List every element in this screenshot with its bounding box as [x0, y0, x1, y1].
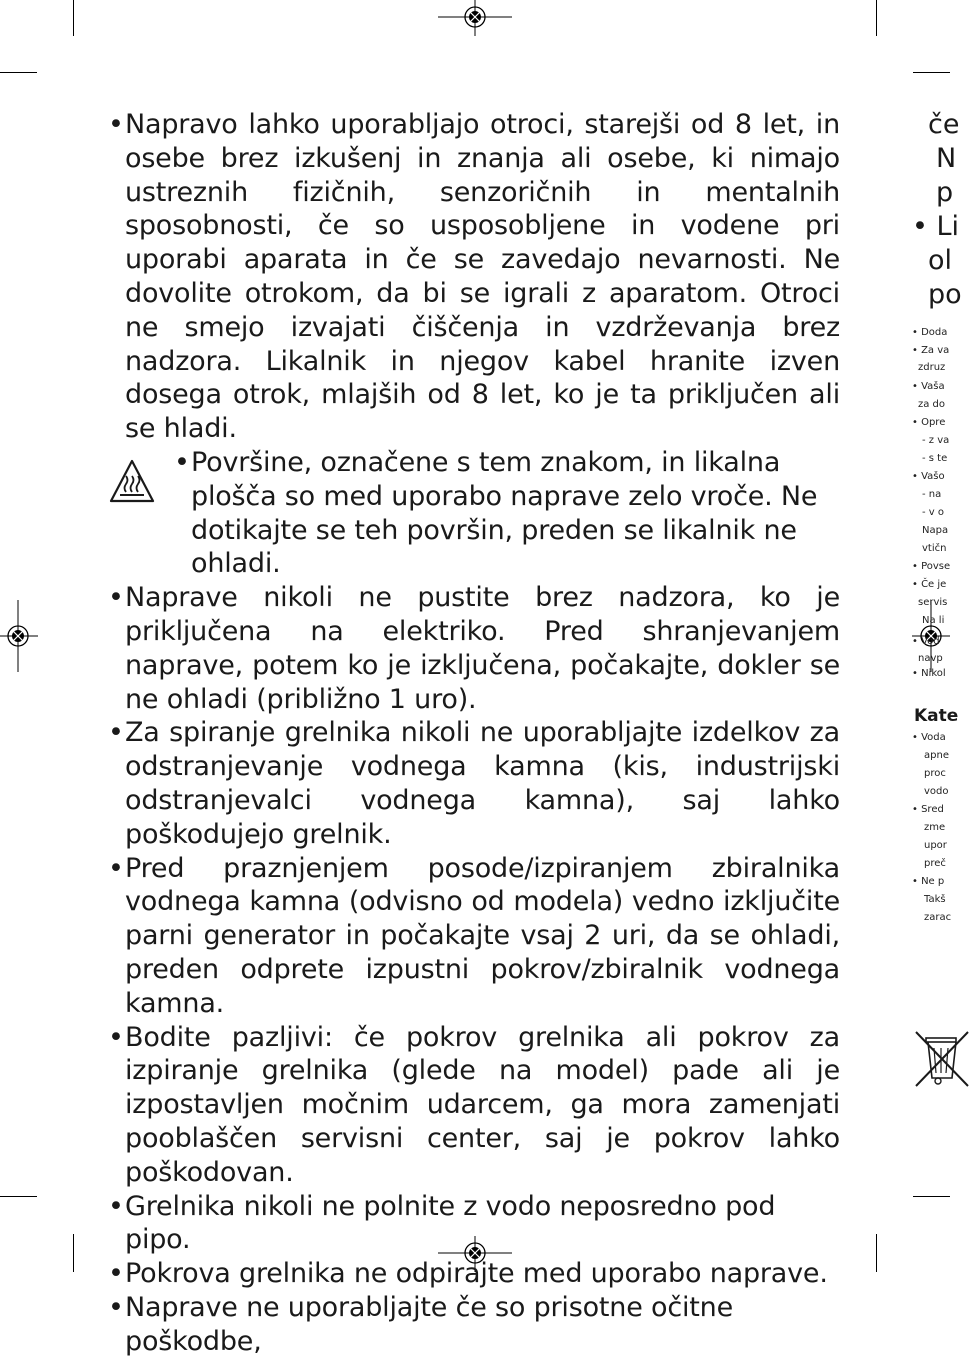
- fragment-small-line: vodo: [924, 786, 949, 797]
- list-item: [108, 852, 840, 1021]
- list-item-text: Naprave nikoli ne pustite brez nadzora, ko je priključena na elektriko. Pred shranjevanjem naprave, potem ko je izključena, počakajte, dokler se ne ohladi (približno 1 uro).: [125, 582, 840, 715]
- fragment-small-line: • Ne p: [912, 876, 945, 887]
- list-item-text: Pokrova grelnika ne odpirajte med uporabo naprave.: [125, 1258, 828, 1290]
- section-heading: Kate: [914, 706, 959, 726]
- fragment-small-line: • Voda: [912, 732, 946, 743]
- hot-surface-warning: [108, 446, 840, 581]
- bullet: •: [108, 852, 124, 884]
- bullet: •: [108, 1190, 124, 1222]
- fragment-small-line: • Vod: [912, 636, 940, 647]
- fragment-small-line: - s te: [922, 453, 948, 464]
- fragment-small-line: • Vaša: [912, 381, 945, 392]
- bullet: •: [174, 446, 190, 478]
- list-item-text: Bodite pazljivi: če pokrov grelnika ali pokrov za izpiranje grelnika (glede na model) pade ali je izpostavljen močnim udarcem, ga mora zamenjati pooblaščen servisni center, saj je pokrov lahko poškodovan.: [125, 1021, 840, 1188]
- registration-mark-icon: [0, 600, 38, 672]
- list-item-text: Naprave ne uporabljajte če so prisotne očitne poškodbe,: [125, 1291, 733, 1357]
- adjacent-page-fragment: [908, 0, 962, 1272]
- fragment-small-line: • Vašo: [912, 471, 945, 482]
- crop-mark: [876, 0, 877, 36]
- crop-mark: [0, 72, 37, 73]
- list-item: [108, 716, 840, 851]
- fragment-small-line: • Če je: [912, 579, 947, 590]
- fragment-line: • Li: [912, 211, 960, 242]
- bullet: •: [108, 582, 124, 614]
- crop-mark: [73, 1234, 74, 1272]
- fragment-line: p: [936, 177, 954, 208]
- fragment-small-line: • Povse: [912, 561, 951, 572]
- fragment-small-line: upor: [924, 840, 947, 851]
- fragment-small-line: navp: [918, 653, 943, 664]
- bullet: •: [108, 109, 124, 140]
- list-item-text: Pred praznjenjem posode/izpiranjem zbiralnika vodnega kamna (odvisno od modela) vedno izključite parni generator in počakajte vsaj 2 uri, da se ohladi, preden odprete izpustni pokrov/zbiralnik vodnega kamna.: [125, 852, 840, 1019]
- list-item: [108, 1291, 840, 1358]
- bullet: •: [108, 1291, 124, 1323]
- fragment-small-line: zme: [924, 822, 946, 833]
- fragment-small-line: vtičn: [922, 543, 947, 554]
- fragment-small-line: zdruz: [918, 362, 946, 373]
- fragment-small-line: • Opre: [912, 417, 946, 428]
- list-item-text: Za spiranje grelnika nikoli ne uporabljajte izdelkov za odstranjevanje vodnega kamna (kis, industrijski odstranjevalci vodnega kamna), saj lahko poškodujejo grelnik.: [125, 717, 840, 850]
- list-item-text: Napravo lahko uporabljajo otroci, starejši od 8 let, in osebe brez izkušenj in znanja ali osebe, ki nimajo ustreznih fizičnih, senzoričnih in mentalnih sposobnosti, če so usposobljene in vodene pri uporabi aparata in če se zavedajo nevarnosti. Ne dovolite otrokom, da bi se igrali z aparatom. Otroci ne smejo izvajati čiščenja in vzdrževanja brez nadzora. Likalnik in njegov kabel hranite izven dosega otrok, mlajših od 8 let, ko je ta priključen ali se hladi.: [125, 109, 840, 445]
- list-item: [108, 108, 840, 446]
- fragment-small-line: • Doda: [912, 327, 948, 338]
- safety-instructions-column: [108, 108, 840, 1358]
- fragment-small-line: proc: [924, 768, 946, 779]
- fragment-small-line: apne: [924, 750, 949, 761]
- registration-mark-icon: [438, 0, 512, 36]
- fragment-small-line: servis: [918, 597, 948, 608]
- fragment-line: če: [928, 109, 960, 140]
- list-item: [108, 581, 840, 716]
- hot-surface-warning-icon: [108, 458, 156, 506]
- list-item-text: Grelnika nikoli ne polnite z vodo neposredno pod pipo.: [125, 1190, 776, 1256]
- fragment-small-line: Takš: [924, 894, 946, 905]
- bullet: •: [108, 1258, 124, 1290]
- list-item: [108, 1257, 840, 1291]
- warning-text: Površine, označene s tem znakom, in likalna plošča so med uporabo naprave zelo vroče. Ne dotikajte se teh površin, preden se likalnik ne ohladi.: [191, 446, 818, 580]
- fragment-small-line: • Nikol: [912, 668, 946, 679]
- bullet: •: [108, 717, 124, 749]
- fragment-line: ol: [928, 245, 953, 276]
- bullet: •: [108, 1021, 124, 1053]
- fragment-line: po: [928, 279, 962, 310]
- fragment-small-line: zarac: [924, 912, 952, 923]
- weee-bin-icon: [912, 1028, 972, 1088]
- fragment-small-line: • Za va: [912, 345, 950, 356]
- fragment-small-line: • Sred: [912, 804, 944, 815]
- fragment-small-line: - v o: [922, 507, 945, 518]
- list-item: [108, 1190, 840, 1258]
- fragment-small-line: - na: [922, 489, 942, 500]
- fragment-small-line: Na li: [922, 615, 945, 626]
- fragment-small-line: preč: [924, 858, 946, 869]
- list-item: [108, 1021, 840, 1190]
- fragment-small-line: za do: [918, 399, 946, 410]
- crop-mark: [876, 1234, 877, 1272]
- fragment-small-line: Napa: [922, 525, 949, 536]
- fragment-line: N: [936, 143, 957, 174]
- crop-mark: [73, 0, 74, 36]
- crop-mark: [0, 1196, 37, 1197]
- fragment-small-line: - z va: [922, 435, 950, 446]
